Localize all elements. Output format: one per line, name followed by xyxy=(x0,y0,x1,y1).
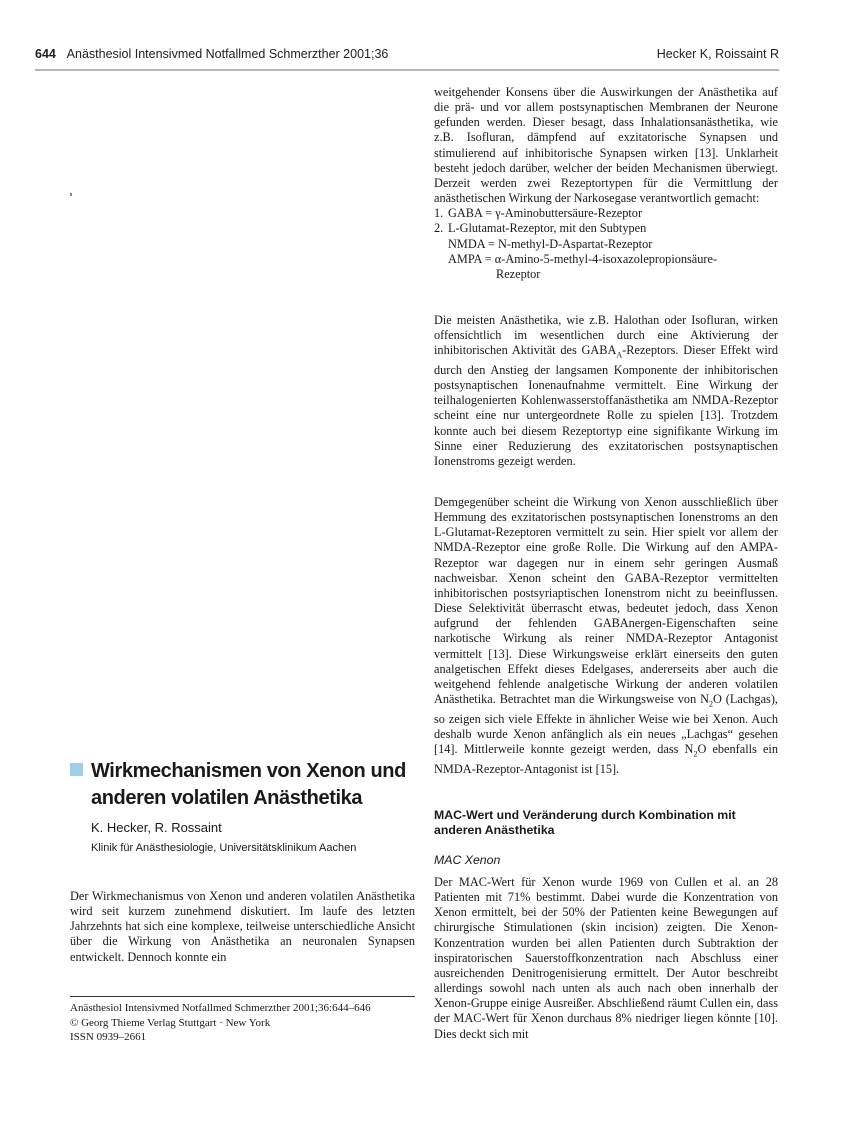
right-column-para2 xyxy=(434,313,778,469)
body-paragraph: Der MAC-Wert für Xenon wurde 1969 von Cullen et al. an 28 Patienten mit 71% bestimmt. Dabei wurde die Konzentration von Xenon ermittelt, bei der 50% der Patienten keine Bewegungen auf chirurgische Stimulationen (skin incision) zeigten. Die Xenon-Konzentration wurden bei allen Patienten durch Subtraktion der inspiratorischen Sauerstoffkonzentration nach Abschluss einer ausreichenden Denitrogenisierung ermittelt. Der Autor beschreibt allerdings sowohl nach unten als auch nach oben innerhalb der Xenon-Gruppe einige Ausreißer. Abschließend räumt Cullen ein, dass der MAC-Wert für Xenon durchaus 8% niedriger liegen könnte [10]. Dies deckt sich mit xyxy=(434,875,778,1041)
page-number: 644 xyxy=(35,47,56,61)
right-column-para4 xyxy=(434,875,778,1042)
header-authors: Hecker K, Roissaint R xyxy=(656,47,779,61)
article-authors: K. Hecker, R. Rossaint xyxy=(91,820,222,835)
subsection-heading: MAC Xenon xyxy=(434,853,501,867)
list-subitem-nmda: NMDA = N-methyl-D-Aspartat-Rezeptor xyxy=(448,236,653,251)
list-subitem-ampa: AMPA = α-Amino-5-methyl-4-isoxazolepropionsäure- xyxy=(448,251,718,266)
title-marker-square xyxy=(70,763,83,776)
abstract-paragraph: Der Wirkmechanismus von Xenon und anderen volatilen Anästhetika wird seit kurzem zunehmend diskutiert. Im laufe des letzten Jahrzehnts hat sich eine komplexe, teilweise unterschiedliche Ansicht über die Wirkung von Anästhetika an neuronalen Synapsen entwickelt. Dennoch konnte ein xyxy=(70,889,415,964)
list-subitem-ampa-cont: Rezeptor xyxy=(496,266,541,281)
body-paragraph: weitgehender Konsens über die Auswirkungen der Anästhetika auf die prä- und vor allem postsynaptischen Membranen der Neurone gefunden werden. Dieser besagt, dass Inhalationsanästhetika, wie z.B. Isofluran, dämpfend auf exzitatorische Synapsen und stimulierend auf inhibitorische Synapsen wirken [13]. Unklarheit besteht jedoch darüber, welcher der beiden Mechanismen überwiegt. Derzeit werden zwei Rezeptortypen für die Vermittlung der anästhetischen Wirkung der Narkosegase verantwortlich gemacht: xyxy=(434,85,778,206)
citation-footer xyxy=(70,1001,371,1045)
footer-issn: ISSN 0939–2661 xyxy=(70,1031,147,1043)
article-title: Wirkmechanismen von Xenon und anderen volatilen Anästhetika xyxy=(91,760,406,809)
body-paragraph: Demgegenüber scheint die Wirkung von Xenon ausschließlich über Hemmung des exzitatorischen postsynaptischen Ionenstroms an den L-Glutamat-Rezeptoren vermittelt zu sein. Hier spielt vor allem der NMDA-Rezeptor eine große Rolle. Die Wirkung auf den AMPA-Rezeptor war dagegen nur in einem sehr geringen Ausmaß nachweisbar. Xenon scheint den GABA-Rezeptor vermittelten inhibitorischen postsyriaptischen Ionenstrom nicht zu beeinflussen. Diese Selektivität überrascht etwas, bedeutet jedoch, dass Xenon aufgrund der fehlenden GABAnergen-Eigenschaften seine narkotische Wirkung als reiner NMDA-Rezeptor Antagonist vermittelt [13]. Diese Wirkungsweise erklärt einerseits den guten analgetischen Effekt dieses Edelgases, andererseits aber auch die weitgehend fehlende analgetische Wirkung der anderen volatilen Anästhetika. Betrachtet man die Wirkungsweise von $N_2O$ (Lachgas), so zeigen sich viele Effekte in ähnlicher Weise wie bei Xenon. Auch deshalb wurde Xenon anfänglich als ein neues „Lachgas“ gesehen [14]. Mittlerweile konnte gezeigt werden, dass $N_2O$ ebenfalls ein NMDA-Rezeptor-Antagonist ist [15]. xyxy=(434,495,778,776)
journal-name: Anästhesiol Intensivmed Notfallmed Schmerzther 2001;36 xyxy=(66,47,389,61)
running-header xyxy=(35,47,779,71)
article-affiliation: Klinik für Anästhesiologie, Universitätsklinikum Aachen xyxy=(91,842,357,854)
footer-citation: Anästhesiol Intensivmed Notfallmed Schmerzther 2001;36:644–646 xyxy=(70,1002,371,1014)
footer-rule xyxy=(70,996,415,997)
right-column-upper xyxy=(434,85,778,282)
receptor-list xyxy=(434,206,778,282)
right-column-para3 xyxy=(434,495,778,777)
list-item: 2. L-Glutamat-Rezeptor, mit den Subtypen xyxy=(434,221,647,236)
list-item: 1. GABA = γ-Aminobuttersäure-Rezeptor xyxy=(434,206,643,221)
footer-publisher: © Georg Thieme Verlag Stuttgart · New York xyxy=(70,1016,271,1029)
body-paragraph: Die meisten Anästhetika, wie z.B. Halothan oder Isofluran, wirken offensichtlich im wesentlichen durch eine Aktivierung der inhibitorischen Aktivität des $GABA_A$-Rezeptors. Dieser Effekt wird durch den Anstieg der langsamen Komponente der inhibitorischen postsynaptischen Ionenaufnahme vermittelt. Eine Wirkung der teilhalogenierten Kohlenwasserstoffanästhetika am NMDA-Rezeptor scheint eine nur untergeordnete Rolle zu spielen [13]. Trotzdem konnte auch bei diesem Rezeptortyp eine signifikante Wirkung im Sinne einer Reduzierung des exzitatorischen postsynaptischen Ionenstroms gezeigt werden. xyxy=(434,313,778,468)
section-heading: MAC-Wert und Veränderung durch Kombination mit anderen Anästhetika xyxy=(434,808,736,837)
scan-speck xyxy=(70,193,72,196)
